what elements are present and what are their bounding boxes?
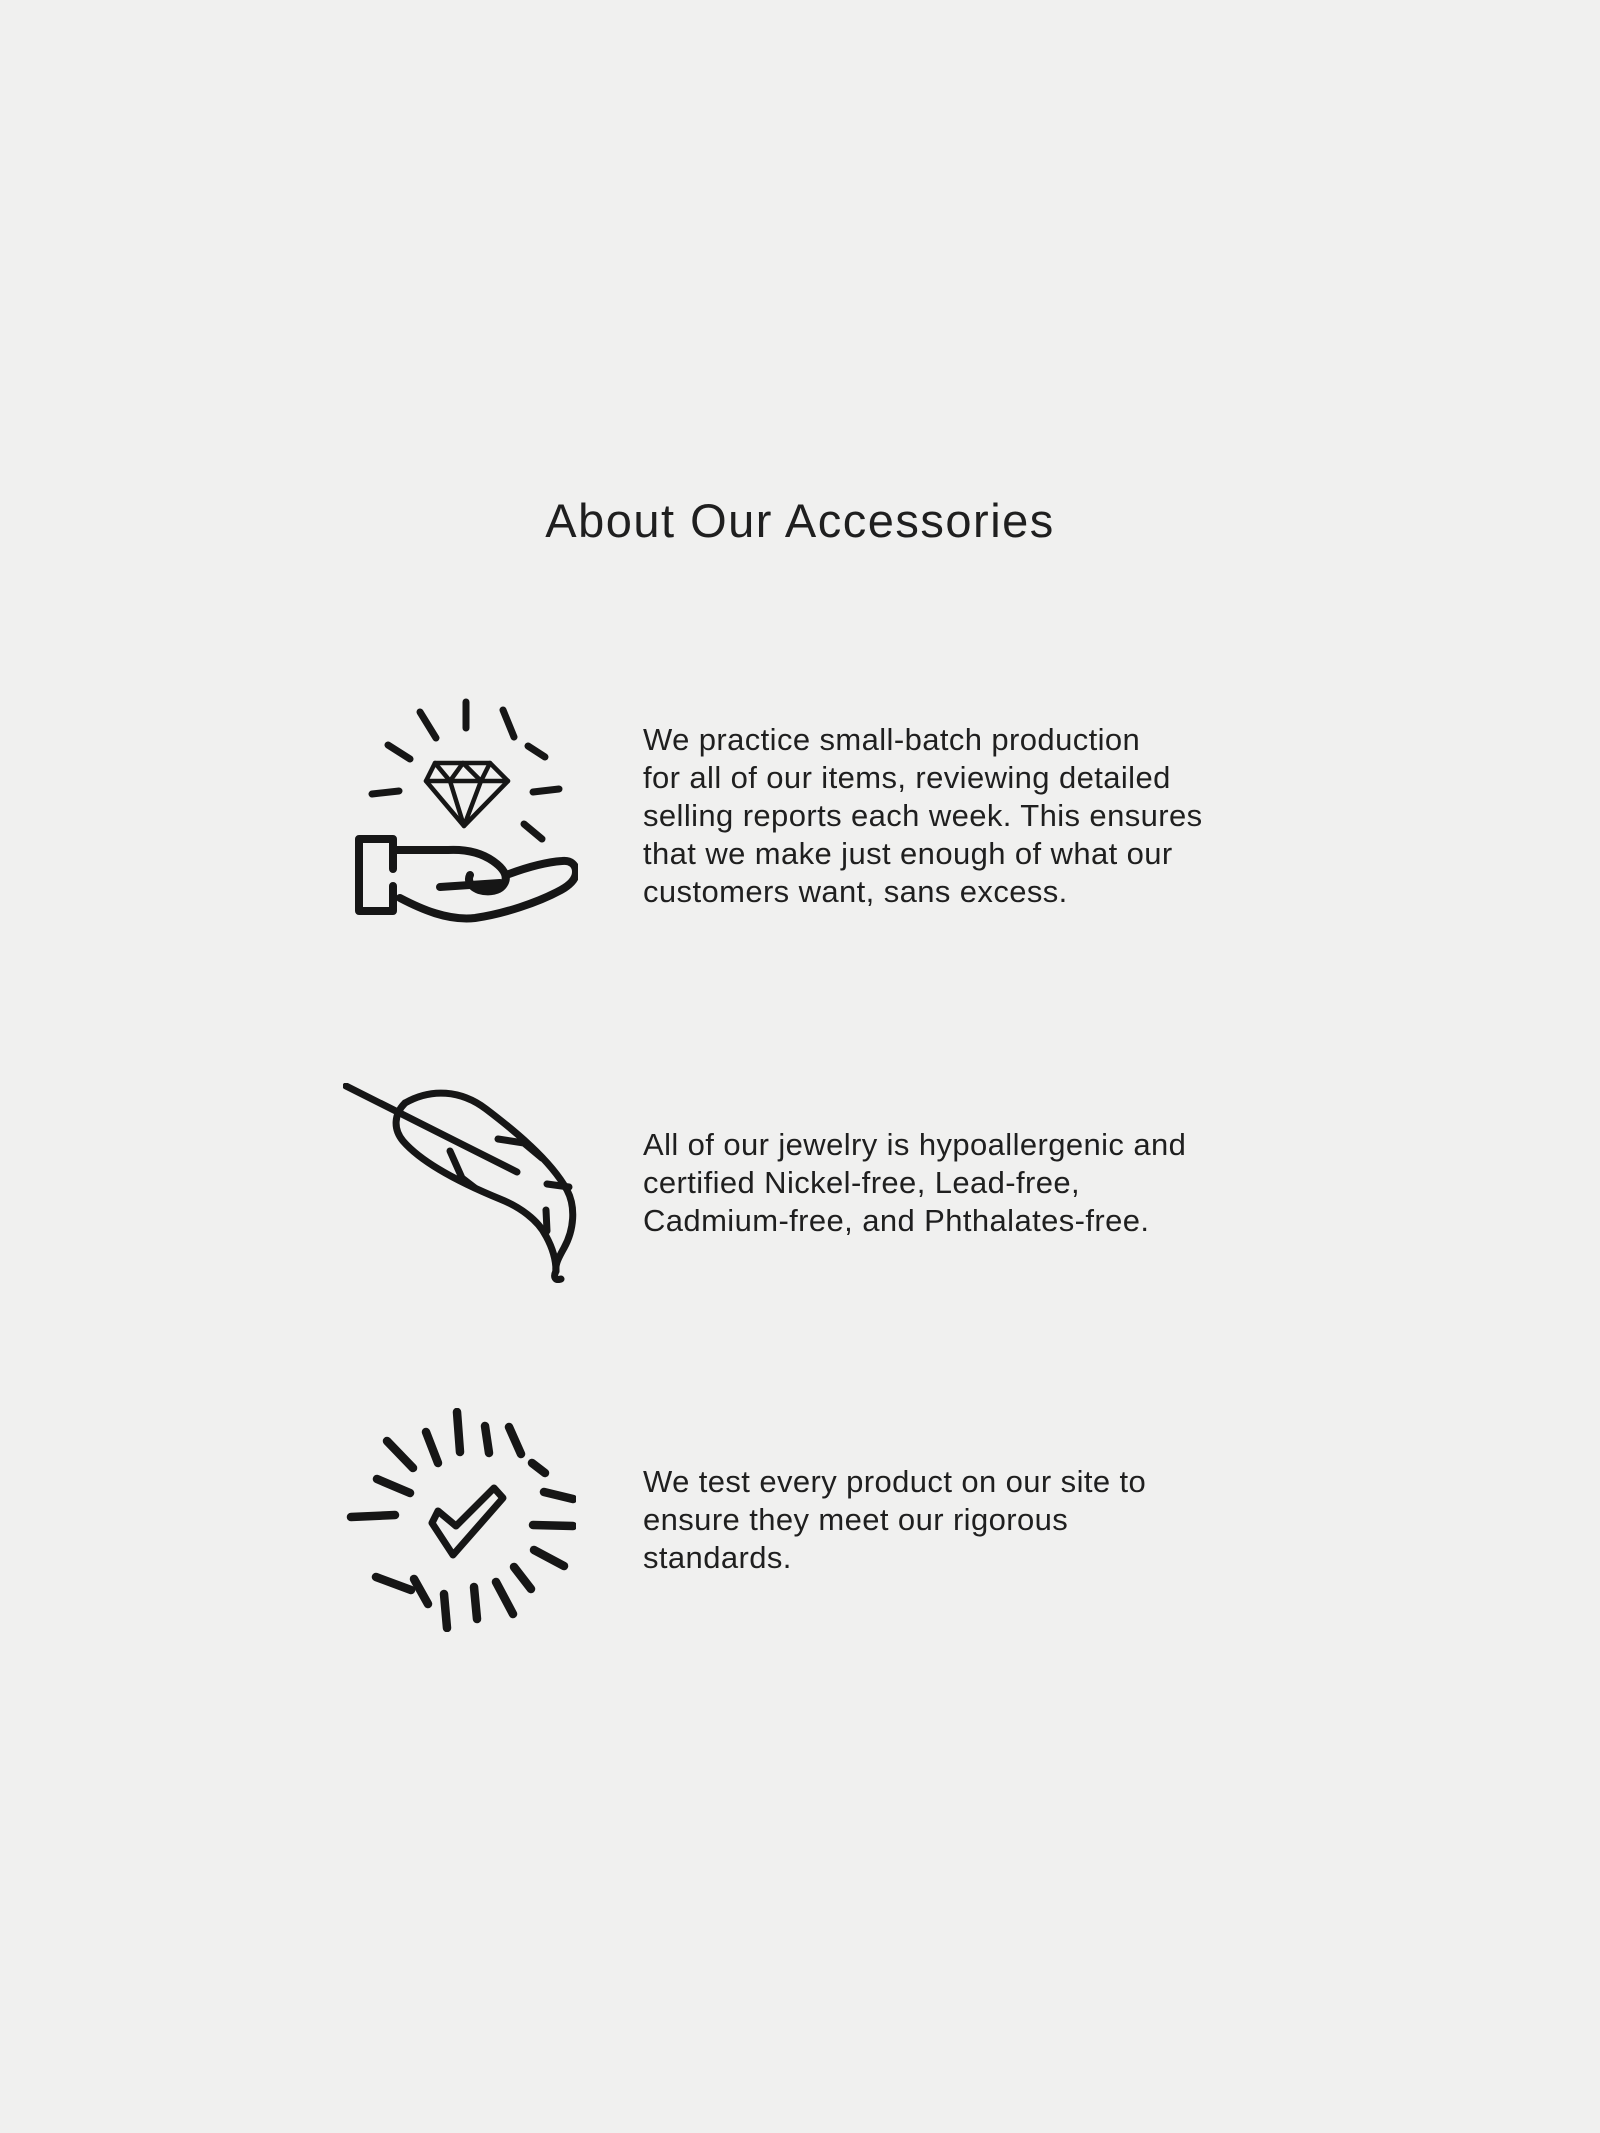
feature-text xyxy=(643,1463,1146,1577)
feature-text xyxy=(643,1126,1186,1240)
feature-text-line: for all of our items, reviewing detailed xyxy=(643,759,1171,795)
feature-row-hypoallergenic xyxy=(343,1083,1600,1283)
feature-text-line: Cadmium-free, and Phthalates-free. xyxy=(643,1203,1150,1238)
feather-icon xyxy=(343,1083,578,1283)
feature-text-line: customers want, sans excess. xyxy=(643,873,1068,909)
feature-row-small-batch xyxy=(343,698,1600,933)
section-title: About Our Accessories xyxy=(545,494,1055,547)
feature-icon-cell xyxy=(343,698,578,933)
feature-row-testing xyxy=(343,1408,1600,1632)
feature-text-line: selling reports each week. This ensures xyxy=(643,797,1203,833)
feature-text-line: standards. xyxy=(643,1540,792,1575)
feature-text-line: that we make just enough of what our xyxy=(643,835,1173,871)
feature-text-line: We practice small-batch production xyxy=(643,721,1141,757)
feature-text-line: ensure they meet our rigorous xyxy=(643,1502,1069,1537)
feature-rows xyxy=(343,698,1600,1632)
feature-text-line: We test every product on our site to xyxy=(643,1464,1147,1499)
diamond-in-hand-icon xyxy=(343,698,578,933)
feature-text xyxy=(643,721,1203,911)
checkmark-burst-icon xyxy=(346,1408,576,1632)
feature-icon-cell xyxy=(343,1083,578,1283)
feature-text-line: All of our jewelry is hypoallergenic and xyxy=(643,1127,1187,1162)
feature-text-line: certified Nickel-free, Lead-free, xyxy=(643,1165,1081,1200)
feature-icon-cell xyxy=(343,1408,578,1632)
